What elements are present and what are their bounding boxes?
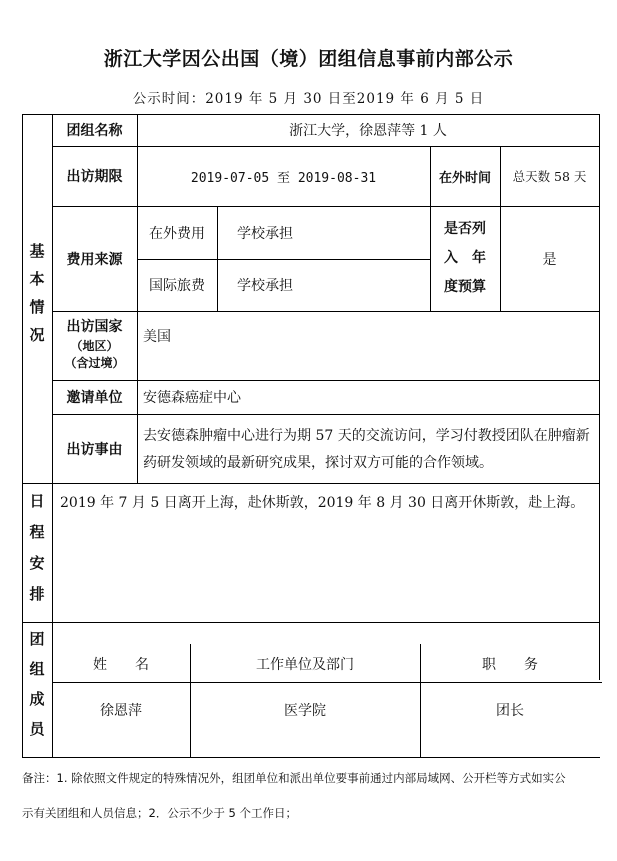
- days-abroad-label: 在外时间: [438, 170, 491, 186]
- annual-budget-value: 是: [542, 251, 557, 268]
- note-line-2: 示有关团组和人员信息；2．公示不少于 5 个工作日；: [22, 806, 297, 820]
- note-line-1: 备注：1. 除依照文件规定的特殊情况外，组团单位和派出单位要事前通过内部局域网、公开栏等方式如实公: [22, 771, 566, 785]
- purpose-value: 去安德森肿瘤中心进行为期 57 天的交流访问，学习付教授团队在肿瘤新药研发领域的最新研究成果，探讨双方可能的合作领域。: [143, 428, 590, 471]
- funding-label: 费用来源: [66, 251, 123, 268]
- annual-budget-label-line-2: 入 年: [444, 250, 486, 266]
- group-name-label: 团组名称: [66, 123, 123, 139]
- page-title: 浙江大学因公出国（境）团组信息事前内部公示: [103, 48, 514, 70]
- country-label: 出访国家 （地区） （含过境）: [64, 319, 125, 370]
- purpose-label: 出访事由: [66, 441, 123, 458]
- members-header-unit: 工作单位及部门: [256, 657, 354, 673]
- section-schedule-label: 日 程 安 排: [29, 492, 45, 603]
- intl-travel-label: 国际旅费: [149, 278, 205, 294]
- publicity-time: 公示时间：2019 年 5 月 30 日至2019 年 6 月 5 日: [132, 91, 485, 107]
- member-position: 团长: [496, 703, 524, 719]
- members-header-position: 职 务: [482, 657, 538, 673]
- country-value: 美国: [143, 329, 171, 345]
- annual-budget-label-line-3: 度预算: [444, 279, 486, 295]
- intl-travel-value: 学校承担: [237, 278, 293, 294]
- schedule-text: 2019 年 7 月 5 日离开上海，赴休斯敦，2019 年 8 月 30 日离开休斯敦，赴上海。: [60, 495, 585, 511]
- annual-budget-label-line-1: 是否列: [444, 221, 486, 237]
- visit-period-value: 2019-07-05 至 2019-08-31: [190, 170, 377, 186]
- member-name: 徐恩萍: [100, 703, 142, 719]
- member-unit: 医学院: [284, 703, 326, 719]
- section-basic-info-label: 基 本 情 况: [29, 242, 45, 344]
- visit-period-label: 出访期限: [66, 169, 123, 185]
- expense-abroad-value: 学校承担: [237, 225, 293, 242]
- inviter-label: 邀请单位: [66, 390, 123, 406]
- days-abroad-value: 总天数 58 天: [512, 169, 587, 184]
- section-members-label: 团 组 成 员: [29, 630, 45, 738]
- inviter-value: 安德森癌症中心: [143, 390, 241, 406]
- annual-budget-label: [430, 206, 500, 311]
- group-name-value: 浙江大学，徐恩萍等 1 人: [289, 123, 447, 139]
- expense-abroad-label: 在外费用: [149, 225, 205, 242]
- members-header-name: 姓 名: [93, 657, 149, 673]
